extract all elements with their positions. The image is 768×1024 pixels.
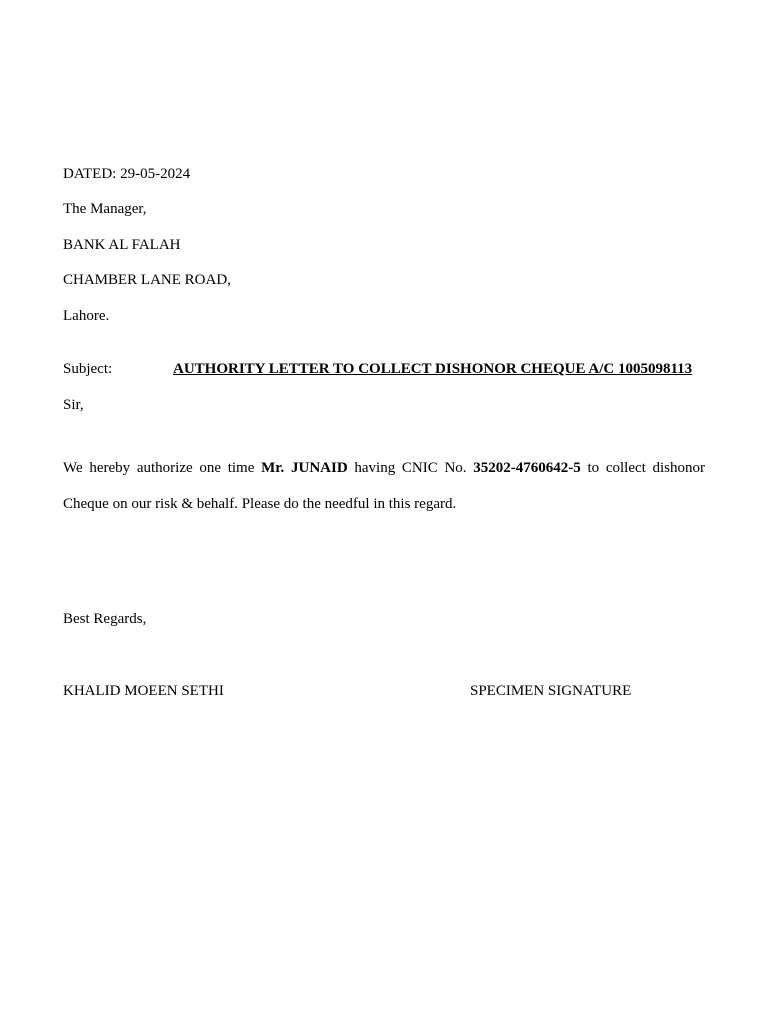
letter-body xyxy=(63,450,705,522)
subject-text: AUTHORITY LETTER TO COLLECT DISHONOR CHEQUE A/C 1005098113 xyxy=(173,361,693,377)
specimen-signature-label: SPECIMEN SIGNATURE xyxy=(470,683,632,699)
salutation: Sir, xyxy=(63,397,84,413)
body-line-2: Cheque on our risk & behalf. Please do the needful in this regard. xyxy=(63,496,457,512)
body-text-part2: having CNIC No. xyxy=(347,460,474,476)
recipient-bank: BANK AL FALAH xyxy=(63,237,181,253)
closing: Best Regards, xyxy=(63,611,147,627)
authorized-person-name: Mr. JUNAID xyxy=(261,460,348,476)
subject-label: Subject: xyxy=(63,361,113,377)
recipient-city: Lahore. xyxy=(63,308,110,324)
recipient-title: The Manager, xyxy=(63,201,147,217)
body-line-1 xyxy=(63,450,705,486)
recipient-address: CHAMBER LANE ROAD, xyxy=(63,272,231,288)
signatory-name: KHALID MOEEN SETHI xyxy=(63,683,224,699)
cnic-number: 35202-4760642-5 xyxy=(473,460,581,476)
body-text-part3: to collect dishonor xyxy=(580,460,706,476)
letter-date: DATED: 29-05-2024 xyxy=(63,166,191,182)
body-text-part1: We hereby authorize one time xyxy=(63,460,262,476)
